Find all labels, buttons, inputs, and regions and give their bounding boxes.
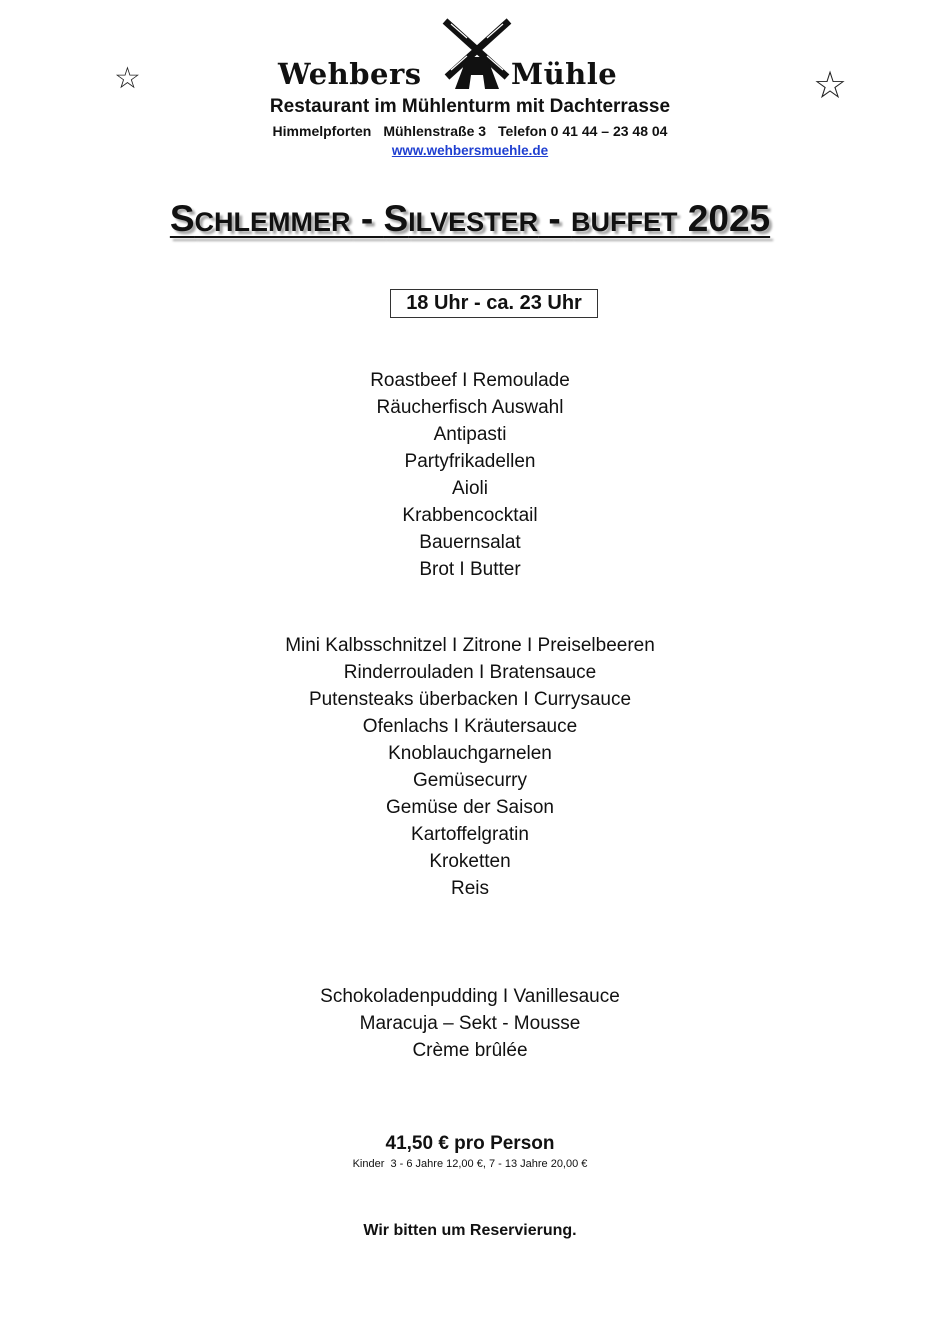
title-initial-2: S	[383, 198, 409, 239]
menu-item: Crème brûlée	[412, 1040, 528, 1061]
website-link[interactable]: www.wehbersmuehle.de	[391, 143, 549, 158]
logo-word-right: Mühle	[511, 57, 618, 91]
title-sep-1: -	[350, 198, 384, 239]
menu-item: Brot I Butter	[419, 559, 521, 580]
star-right-icon: ☆	[813, 63, 848, 107]
title-word-2: ILVESTER	[408, 207, 539, 237]
menu-item: Roastbeef I Remoulade	[370, 370, 570, 391]
menu-item: Krabbencocktail	[402, 505, 538, 526]
address-street: Mühlenstraße 3	[383, 123, 487, 139]
menu-item: Mini Kalbsschnitzel I Zitrone I Preiselbeeren	[285, 635, 655, 656]
menu-item: Gemüse der Saison	[386, 797, 554, 818]
address-town: Himmelpforten	[272, 123, 372, 139]
menu-item: Antipasti	[433, 424, 507, 445]
menu-desserts	[0, 983, 940, 1064]
menu-starters	[0, 367, 940, 583]
windmill-icon	[437, 17, 517, 91]
title-year: 2025	[677, 198, 771, 239]
menu-item: Rinderrouladen I Bratensauce	[343, 662, 597, 683]
menu-item: Aioli	[452, 478, 488, 499]
menu-item: Knoblauchgarnelen	[388, 743, 552, 764]
menu-item: Schokoladenpudding I Vanillesauce	[320, 986, 620, 1007]
restaurant-subtitle: Restaurant im Mühlenturm mit Dachterrasse	[269, 96, 671, 117]
title-word-3: BUFFET	[571, 207, 678, 237]
title-initial-1: S	[169, 198, 195, 239]
menu-item: Kartoffelgratin	[411, 824, 529, 845]
menu-mains	[0, 632, 940, 902]
title-sep-2: -	[538, 198, 572, 239]
menu-item: Gemüsecurry	[412, 770, 528, 791]
logo-word-left: Wehbers	[278, 57, 422, 91]
title-word-1: CHLEMMER	[194, 207, 351, 237]
menu-item: Kroketten	[429, 851, 511, 872]
menu-item: Räucherfisch Auswahl	[376, 397, 564, 418]
menu-item: Reis	[450, 878, 489, 899]
menu-item: Partyfrikadellen	[404, 451, 536, 472]
address-phone: Telefon 0 41 44 – 23 48 04	[498, 123, 668, 139]
menu-item: Maracuja – Sekt - Mousse	[359, 1013, 581, 1034]
address-line	[0, 123, 940, 139]
menu-item: Putensteaks überbacken I Currysauce	[308, 689, 632, 710]
website-link-row	[0, 143, 940, 158]
kids-pricing: Kinder 3 - 6 Jahre 12,00 €, 7 - 13 Jahre 20,00 €	[352, 1158, 588, 1170]
time-box: 18 Uhr - ca. 23 Uhr	[390, 289, 598, 318]
page-title	[0, 198, 940, 240]
reservation-note: Wir bitten um Reservierung.	[363, 1222, 577, 1239]
star-left-icon: ☆	[114, 61, 141, 96]
menu-item: Ofenlachs I Kräutersauce	[362, 716, 578, 737]
price-per-person: 41,50 € pro Person	[385, 1133, 555, 1154]
menu-item: Bauernsalat	[419, 532, 521, 553]
